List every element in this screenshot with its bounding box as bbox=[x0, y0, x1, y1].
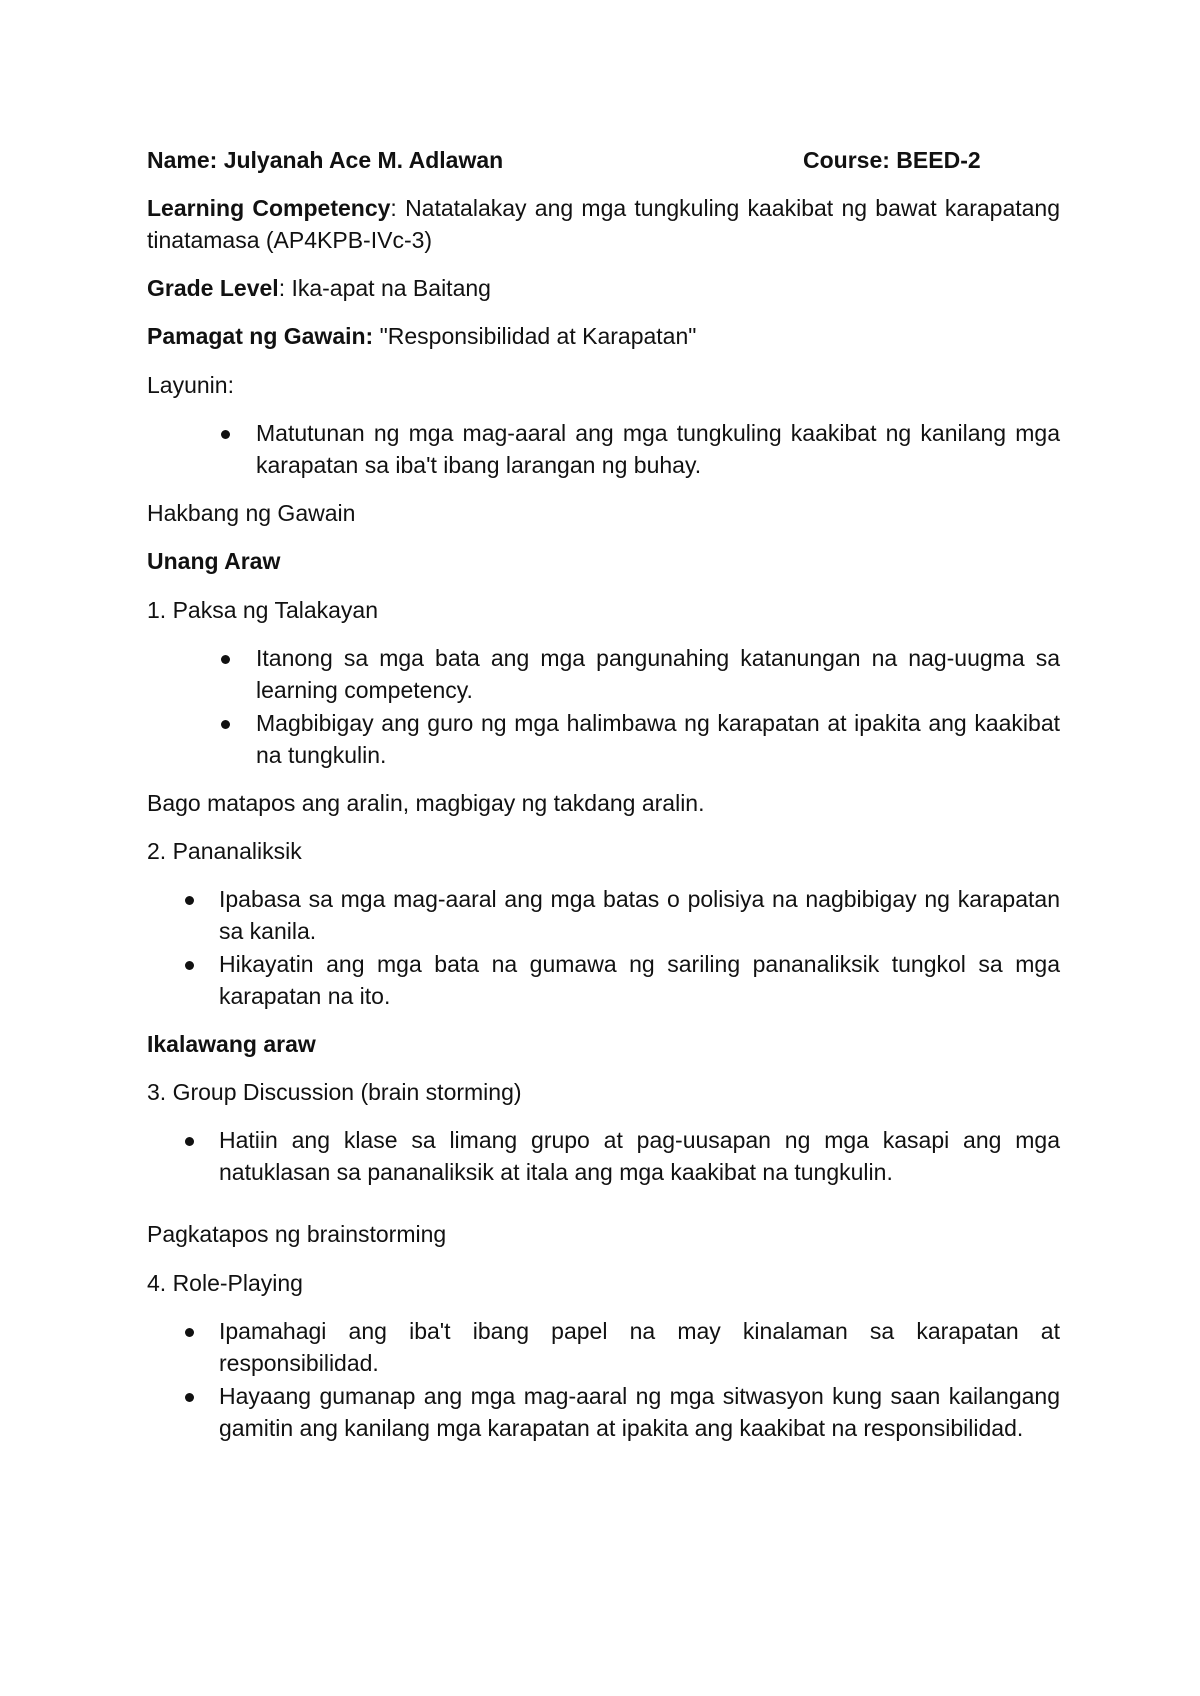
course-value: BEED-2 bbox=[896, 147, 981, 173]
activity-title bbox=[147, 320, 696, 352]
objectives-heading: Layunin: bbox=[147, 372, 234, 398]
bullet-icon bbox=[221, 430, 230, 439]
step2-item: Hikayatin ang mga bata na gumawa ng sariling pananaliksik tungkol sa mga karapatan na ito. bbox=[219, 951, 1060, 1009]
student-name bbox=[147, 144, 503, 176]
bullet-icon bbox=[221, 655, 230, 664]
day2-note: Pagkatapos ng brainstorming bbox=[147, 1221, 447, 1247]
step4-item: Ipamahagi ang iba't ibang papel na may kinalaman sa karapatan at responsibilidad. bbox=[219, 1318, 1060, 1376]
procedure-heading: Hakbang ng Gawain bbox=[147, 500, 356, 526]
objective-item: Matutunan ng mga mag-aaral ang mga tungkuling kaakibat ng kanilang mga karapatan sa iba't ibang larangan ng buhay. bbox=[256, 420, 1060, 478]
step1-item: Itanong sa mga bata ang mga pangunahing katanungan na nag-uugma sa learning competency. bbox=[256, 645, 1060, 703]
name-label: Name: bbox=[147, 147, 218, 173]
bullet-icon bbox=[185, 961, 194, 970]
document-page bbox=[147, 0, 1060, 1696]
grade-label: Grade Level bbox=[147, 275, 279, 301]
step2-title: 2. Pananaliksik bbox=[147, 838, 302, 864]
grade-text: : Ika-apat na Baitang bbox=[278, 275, 491, 301]
bullet-icon bbox=[185, 896, 194, 905]
bullet-icon bbox=[185, 1393, 194, 1402]
step3-title: 3. Group Discussion (brain storming) bbox=[147, 1079, 522, 1105]
name-value: Julyanah Ace M. Adlawan bbox=[223, 147, 504, 173]
pamagat-label: Pamagat ng Gawain: bbox=[147, 323, 374, 349]
step1-title: 1. Paksa ng Talakayan bbox=[147, 597, 379, 623]
competency-text: : Natatalakay ang mga tungkuling kaakibat ng bawat karapatang tinatamasa (AP4KPB-IVc-3) bbox=[147, 195, 1060, 253]
course-label: Course: bbox=[803, 147, 890, 173]
competency-label: Learning Competency bbox=[147, 195, 391, 221]
day1-note: Bago matapos ang aralin, magbigay ng takdang aralin. bbox=[147, 790, 705, 816]
day1-heading: Unang Araw bbox=[147, 548, 281, 574]
step4-title: 4. Role-Playing bbox=[147, 1270, 303, 1296]
course-info bbox=[803, 144, 981, 176]
bullet-icon bbox=[185, 1328, 194, 1337]
step4-item: Hayaang gumanap ang mga mag-aaral ng mga sitwasyon kung saan kailangang gamitin ang kanilang mga karapatan at ipakita ang kaakibat na responsibilidad. bbox=[219, 1383, 1060, 1441]
step2-item: Ipabasa sa mga mag-aaral ang mga batas o polisiya na nagbibigay ng karapatan sa kanila. bbox=[219, 886, 1060, 944]
pamagat-text: "Responsibilidad at Karapatan" bbox=[373, 323, 697, 349]
bullet-icon bbox=[185, 1137, 194, 1146]
grade-level bbox=[147, 272, 491, 304]
learning-competency bbox=[147, 192, 1060, 256]
day2-heading: Ikalawang araw bbox=[147, 1031, 316, 1057]
bullet-icon bbox=[221, 720, 230, 729]
step3-item: Hatiin ang klase sa limang grupo at pag-uusapan ng mga kasapi ang mga natuklasan sa pananaliksik at itala ang mga kaakibat na tungkulin. bbox=[219, 1127, 1060, 1185]
step1-item: Magbibigay ang guro ng mga halimbawa ng karapatan at ipakita ang kaakibat na tungkulin. bbox=[256, 710, 1060, 768]
